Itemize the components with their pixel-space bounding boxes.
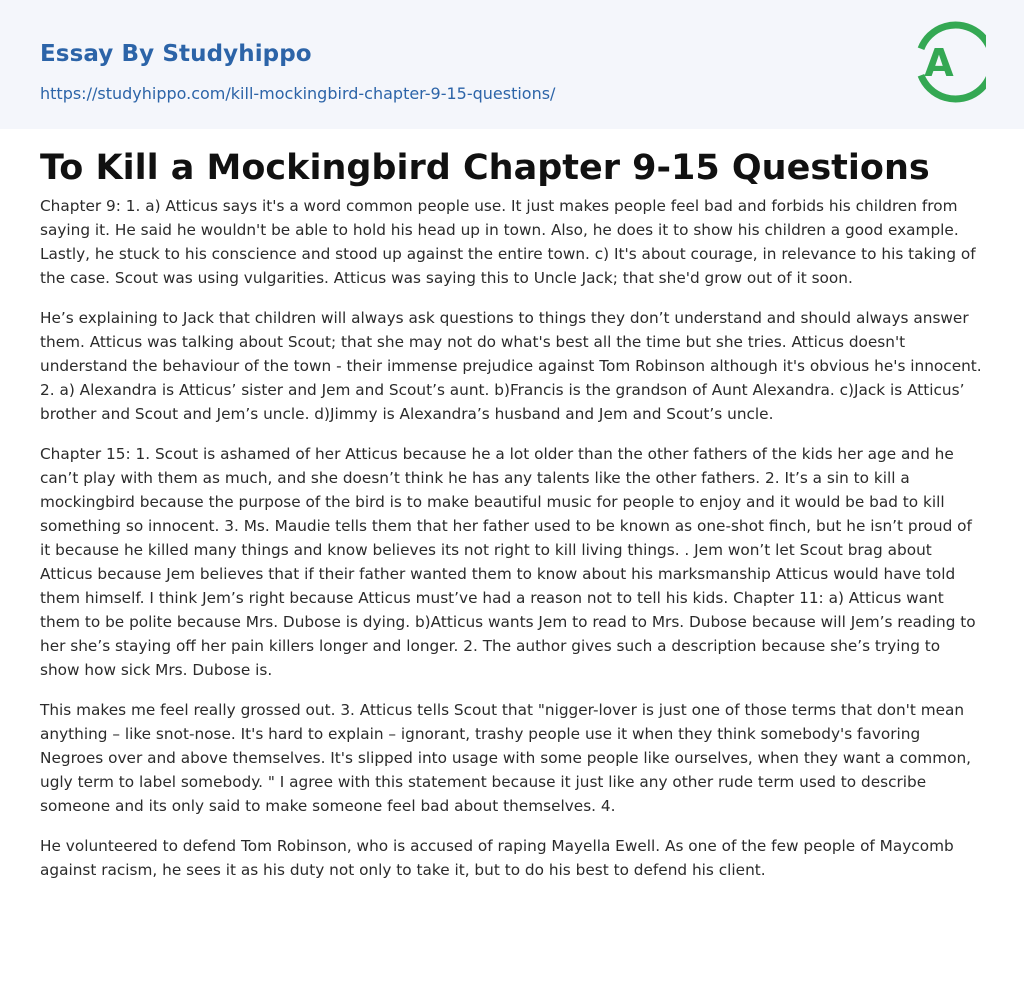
- logo-letter: A: [924, 41, 954, 85]
- studyhippo-logo[interactable]: [912, 19, 986, 105]
- essay-paragraph: He’s explaining to Jack that children will always ask questions to things they don’t understand and should always answer them. Atticus was talking about Scout; that she may not do what's best all the time but she tries. Atticus doesn't understand the behaviour of the town - their immense prejudice against Tom Robinson although it's obvious he's innocent. 2. a) Alexandra is Atticus’ sister and Jem and Scout’s aunt. b)Francis is the grandson of Aunt Alexandra. c)Jack is Atticus’ brother and Scout and Jem’s uncle. d)Jimmy is Alexandra’s husband and Jem and Scout’s uncle.: [40, 309, 982, 423]
- essay-paragraph: Chapter 15: 1. Scout is ashamed of her Atticus because he a lot older than the other fathers of the kids her age and he can’t play with them as much, and she doesn’t think he has any talents like the other fathers. 2. It’s a sin to kill a mockingbird because the purpose of the bird is to make beautiful music for people to enjoy and it would be bad to kill something so innocent. 3. Ms. Maudie tells them that her father used to be known as one-shot finch, but he isn’t proud of it because he killed many things and know believes its not right to kill living things. . Jem won’t let Scout brag about Atticus because Jem believes that if their father wanted them to know about his marksmanship Atticus would have told them himself. I think Jem’s right because Atticus must’ve had a reason not to tell his kids. Chapter 11: a) Atticus want them to be polite because Mrs. Dubose is dying. b)Atticus wants Jem to read to Mrs. Dubose because will Jem’s reading to her she’s staying off her pain killers longer and longer. 2. The author gives such a description because she’s trying to show how sick Mrs. Dubose is.: [40, 445, 976, 679]
- essay-paragraph: He volunteered to defend Tom Robinson, who is accused of raping Mayella Ewell. As one of the few people of Maycomb against racism, he sees it as his duty not only to take it, but to do his best to defend his client.: [40, 837, 954, 879]
- site-header: [0, 0, 1024, 129]
- logo-ring-icon: [912, 19, 986, 105]
- page-title: To Kill a Mockingbird Chapter 9-15 Questions: [40, 148, 930, 188]
- source-url-link[interactable]: https://studyhippo.com/kill-mockingbird-chapter-9-15-questions/: [40, 84, 556, 103]
- essay-body: [40, 194, 984, 898]
- essay-paragraph: Chapter 9: 1. a) Atticus says it's a word common people use. It just makes people feel bad and forbids his children from saying it. He said he wouldn't be able to hold his head up in town. Also, he does it to show his children a good example. Lastly, he stuck to his conscience and stood up against the entire town. c) It's about courage, in relevance to his taking of the case. Scout was using vulgarities. Atticus was saying this to Uncle Jack; that she'd grow out of it soon.: [40, 197, 976, 287]
- site-brand[interactable]: Essay By Studyhippo: [40, 41, 312, 67]
- essay-paragraph: This makes me feel really grossed out. 3. Atticus tells Scout that "nigger-lover is just one of those terms that don't mean anything – like snot-nose. It's hard to explain – ignorant, trashy people use it when they think somebody's favoring Negroes over and above themselves. It's slipped into usage with some people like ourselves, when they want a common, ugly term to label somebody. " I agree with this statement because it just like any other rude term used to describe someone and its only said to make someone feel bad about themselves. 4.: [40, 701, 972, 815]
